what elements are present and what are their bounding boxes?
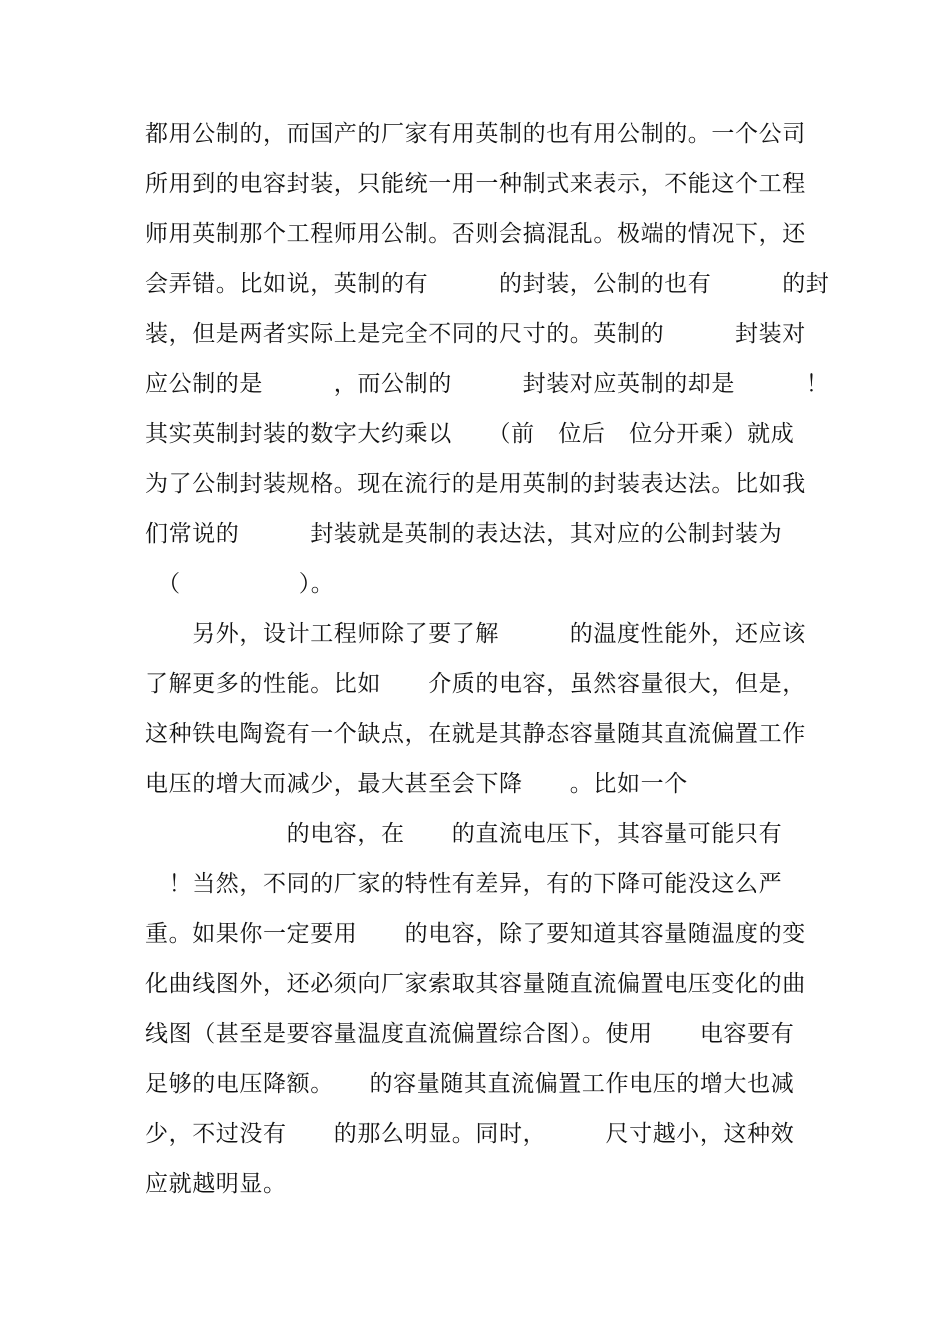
text-line: 装，但是两者实际上是完全不同的尺寸的。英制的 封装对 <box>145 321 806 347</box>
text-line: 师用英制那个工程师用公制。否则会搞混乱。极端的情况下，还 <box>145 221 806 247</box>
text-line: （ ）。 <box>145 571 335 597</box>
text-line: 的电容，在 的直流电压下，其容量可能只有 <box>145 821 783 847</box>
text-line: 应公制的是 ，而公制的 封装对应英制的却是 ！ <box>145 371 830 397</box>
text-line: 其实英制封装的数字大约乘以 （前 位后 位分开乘）就成 <box>145 421 795 447</box>
text-line: 化曲线图外，还必须向厂家索取其容量随直流偏置电压变化的曲 <box>145 971 806 997</box>
text-line: ！当然，不同的厂家的特性有差异，有的下降可能没这么严 <box>145 871 783 897</box>
text-line: 都用公制的，而国产的厂家有用英制的也有用公制的。一个公司 <box>145 121 806 147</box>
text-line: 少，不过没有 的那么明显。同时， 尺寸越小，这种效 <box>145 1121 795 1147</box>
text-line: 重。如果你一定要用 的电容，除了要知道其容量随温度的变 <box>145 921 806 947</box>
text-line: 电压的增大而减少，最大甚至会下降 。比如一个 <box>145 771 688 797</box>
text-line: 会弄错。比如说，英制的有 的封装，公制的也有 的封 <box>145 271 830 297</box>
text-line: 这种铁电陶瓷有一个缺点，在就是其静态容量随其直流偏置工作 <box>145 721 806 747</box>
paragraph-start-line: 另外，设计工程师除了要了解 的温度性能外，还应该 <box>145 621 806 647</box>
text-line: 所用到的电容封装，只能统一用一种制式来表示，不能这个工程 <box>145 171 806 197</box>
text-line: 们常说的 封装就是英制的表达法，其对应的公制封装为 <box>145 521 783 547</box>
text-line: 足够的电压降额。 的容量随其直流偏置工作电压的增大也减 <box>145 1071 795 1097</box>
text-line: 应就越明显。 <box>145 1171 287 1197</box>
text-line: 线图（甚至是要容量温度直流偏置综合图）。使用 电容要有 <box>145 1021 795 1047</box>
text-line: 为了公制封装规格。现在流行的是用英制的封装表达法。比如我 <box>145 471 806 497</box>
text-line: 了解更多的性能。比如 介质的电容，虽然容量很大，但是， <box>145 671 806 697</box>
